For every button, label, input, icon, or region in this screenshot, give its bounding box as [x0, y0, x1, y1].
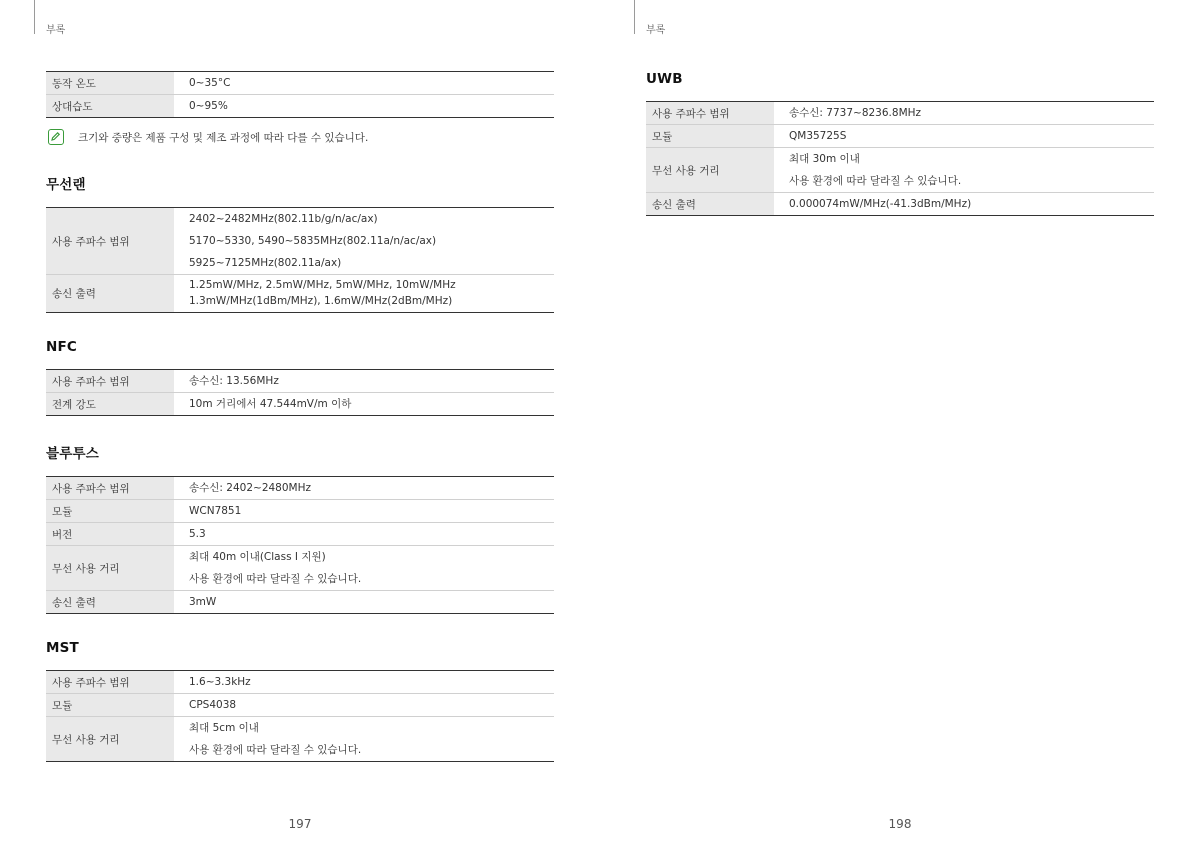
- table-row: [46, 477, 554, 500]
- value-line: 1.3mW/MHz(1dBm/MHz), 1.6mW/MHz(2dBm/MHz): [189, 295, 453, 307]
- value-line: 1.25mW/MHz, 2.5mW/MHz, 5mW/MHz, 10mW/MHz: [189, 279, 456, 291]
- left-content: [46, 71, 554, 762]
- section-title-nfc: NFC: [46, 339, 78, 355]
- right-page: [600, 0, 1200, 848]
- row-label: 전계 강도: [46, 393, 174, 416]
- row-label: 무선 사용 거리: [46, 546, 174, 591]
- pencil-note-icon: [48, 129, 64, 145]
- table-row: [46, 370, 554, 393]
- uwb-table: [646, 101, 1154, 216]
- value-line: 송수신: 7737~8236.8MHz: [789, 107, 922, 119]
- row-value: [174, 671, 554, 694]
- row-value: [174, 72, 554, 95]
- value-line: 0~35°C: [189, 77, 231, 89]
- row-label: 동작 온도: [46, 72, 174, 95]
- value-line: 사용 환경에 따라 달라질 수 있습니다.: [189, 573, 362, 585]
- value-line: 송수신: 2402~2480MHz: [189, 482, 312, 494]
- table-row: [46, 671, 554, 694]
- table-row: [46, 393, 554, 416]
- row-value: [174, 694, 554, 717]
- value-line: 송수신: 13.56MHz: [189, 375, 279, 387]
- row-label: 송신 출력: [46, 275, 174, 313]
- table-row: [46, 694, 554, 717]
- table-row: [46, 208, 554, 275]
- row-value: [774, 148, 1154, 193]
- row-label: 모듈: [46, 500, 174, 523]
- row-label: 사용 주파수 범위: [46, 671, 174, 694]
- section-title-uwb: UWB: [646, 71, 683, 87]
- note-text: 크기와 중량은 제품 구성 및 제조 과정에 따라 다를 수 있습니다.: [78, 131, 369, 144]
- section-title-mst: MST: [46, 640, 79, 656]
- value-line: 10m 거리에서 47.544mV/m 이하: [189, 398, 352, 410]
- table-row: [46, 95, 554, 118]
- header-label: 부록: [646, 25, 666, 36]
- row-label: 송신 출력: [646, 193, 774, 216]
- section-title-bluetooth: 블루투스: [46, 446, 99, 462]
- row-label: 상대습도: [46, 95, 174, 118]
- table-row: [646, 102, 1154, 125]
- value-line: 5925~7125MHz(802.11a/ax): [189, 257, 342, 269]
- row-label: 사용 주파수 범위: [46, 477, 174, 500]
- table-row: [46, 500, 554, 523]
- row-value: [174, 546, 554, 591]
- page-number: 197: [288, 817, 312, 831]
- nfc-table: [46, 369, 554, 416]
- row-value: [174, 500, 554, 523]
- row-value: [174, 370, 554, 393]
- row-value: [774, 193, 1154, 216]
- row-label: 송신 출력: [46, 591, 174, 614]
- row-label: 모듈: [46, 694, 174, 717]
- table-row: [46, 717, 554, 762]
- row-value: [174, 523, 554, 546]
- environment-table: [46, 71, 554, 118]
- header-label: 부록: [46, 25, 66, 36]
- row-label: 무선 사용 거리: [646, 148, 774, 193]
- table-row: [46, 523, 554, 546]
- right-content: [646, 71, 1154, 216]
- mst-table: [46, 670, 554, 762]
- row-value: [174, 95, 554, 118]
- note: [46, 129, 554, 145]
- bluetooth-table: [46, 476, 554, 614]
- value-line: 2402~2482MHz(802.11b/g/n/ac/ax): [189, 213, 378, 225]
- row-value: [774, 125, 1154, 148]
- value-line: 3mW: [189, 596, 217, 608]
- row-value: [174, 393, 554, 416]
- row-value: [174, 208, 554, 275]
- table-row: [46, 591, 554, 614]
- row-label: 사용 주파수 범위: [646, 102, 774, 125]
- table-row: [46, 72, 554, 95]
- value-line: 5.3: [189, 528, 206, 540]
- wlan-table: [46, 207, 554, 313]
- page-number: 198: [888, 817, 912, 831]
- table-row: [646, 125, 1154, 148]
- row-label: 사용 주파수 범위: [46, 208, 174, 275]
- table-row: [46, 546, 554, 591]
- table-row: [646, 148, 1154, 193]
- value-line: 최대 5cm 이내: [189, 722, 259, 734]
- row-value: [174, 275, 554, 313]
- row-value: [174, 717, 554, 762]
- row-label: 무선 사용 거리: [46, 717, 174, 762]
- value-line: CPS4038: [189, 699, 237, 711]
- row-value: [174, 477, 554, 500]
- value-line: WCN7851: [189, 505, 242, 517]
- value-line: 사용 환경에 따라 달라질 수 있습니다.: [189, 744, 362, 756]
- header-rule: [34, 0, 35, 34]
- value-line: 사용 환경에 따라 달라질 수 있습니다.: [789, 175, 962, 187]
- header-rule: [634, 0, 635, 34]
- value-line: 0~95%: [189, 100, 228, 112]
- row-value: [774, 102, 1154, 125]
- value-line: 1.6~3.3kHz: [189, 676, 251, 688]
- row-value: [174, 591, 554, 614]
- value-line: 최대 30m 이내: [789, 153, 860, 165]
- value-line: 5170~5330, 5490~5835MHz(802.11a/n/ac/ax): [189, 235, 437, 247]
- value-line: 0.000074mW/MHz(-41.3dBm/MHz): [789, 198, 972, 210]
- table-row: [46, 275, 554, 313]
- row-label: 사용 주파수 범위: [46, 370, 174, 393]
- table-row: [646, 193, 1154, 216]
- row-label: 모듈: [646, 125, 774, 148]
- section-title-wlan: 무선랜: [46, 177, 86, 193]
- value-line: QM35725S: [789, 130, 847, 142]
- row-label: 버전: [46, 523, 174, 546]
- value-line: 최대 40m 이내(Class I 지원): [189, 551, 326, 563]
